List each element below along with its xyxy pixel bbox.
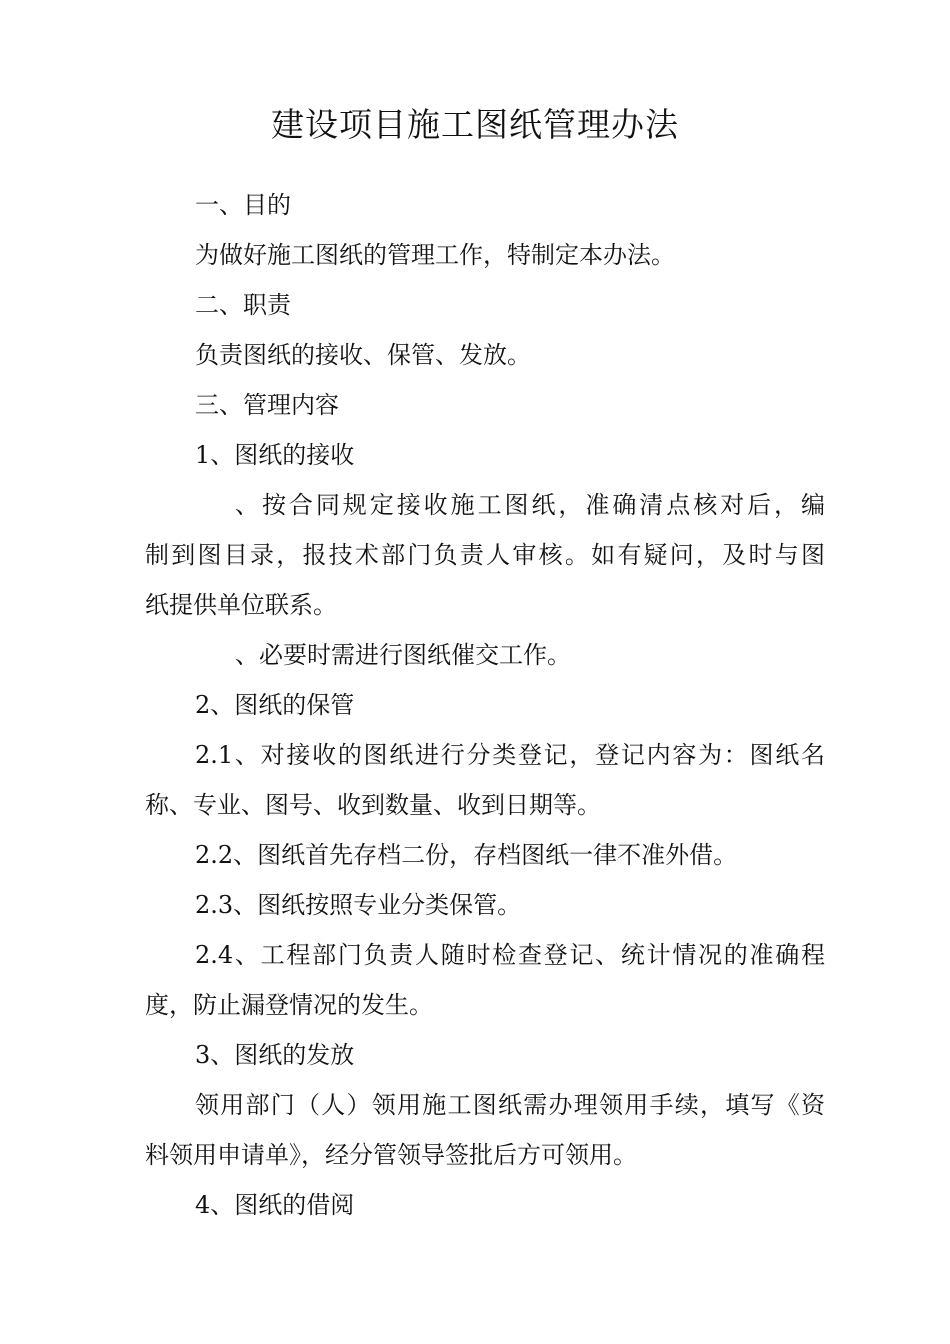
paragraph-duties: 负责图纸的接收、保管、发放。 [195, 341, 531, 369]
paragraph-storage-2-3: 2.3、图纸按照专业分类保管。 [195, 891, 522, 919]
paragraph-storage-2-4-line-2: 度，防止漏登情况的发生。 [145, 991, 433, 1019]
subsection-heading-issuing: 3、图纸的发放 [195, 1041, 355, 1069]
subsection-heading-receiving: 1、图纸的接收 [195, 441, 355, 469]
section-heading-management: 三、管理内容 [195, 391, 339, 419]
paragraph-issuing-line-1: 领用部门（人）领用施工图纸需办理领用手续，填写《资 [195, 1091, 825, 1119]
document-body [145, 180, 825, 1230]
section-heading-purpose: 一、目的 [195, 191, 291, 219]
section-heading-duties: 二、职责 [195, 291, 291, 319]
document-title: 建设项目施工图纸管理办法 [271, 105, 679, 144]
subsection-heading-storage: 2、图纸的保管 [195, 691, 355, 719]
paragraph-issuing-line-2: 料领用申请单》，经分管领导签批后方可领用。 [145, 1141, 637, 1169]
paragraph-receiving-line-2: 制到图目录，报技术部门负责人审核。如有疑问，及时与图 [145, 541, 825, 569]
paragraph-receiving-line-3: 纸提供单位联系。 [145, 591, 337, 619]
paragraph-urging: 、必要时需进行图纸催交工作。 [235, 641, 571, 669]
paragraph-purpose: 为做好施工图纸的管理工作，特制定本办法。 [195, 241, 675, 269]
subsection-heading-borrowing: 4、图纸的借阅 [195, 1191, 355, 1219]
paragraph-storage-2-1-line-2: 称、专业、图号、收到数量、收到日期等。 [145, 791, 601, 819]
paragraph-storage-2-2: 2.2、图纸首先存档二份，存档图纸一律不准外借。 [195, 841, 738, 869]
paragraph-storage-2-4-line-1: 2.4、工程部门负责人随时检查登记、统计情况的准确程 [195, 941, 825, 969]
paragraph-receiving-line-1: 、按合同规定接收施工图纸，准确清点核对后，编 [235, 491, 825, 519]
paragraph-storage-2-1-line-1: 2.1、对接收的图纸进行分类登记，登记内容为：图纸名 [195, 741, 825, 769]
